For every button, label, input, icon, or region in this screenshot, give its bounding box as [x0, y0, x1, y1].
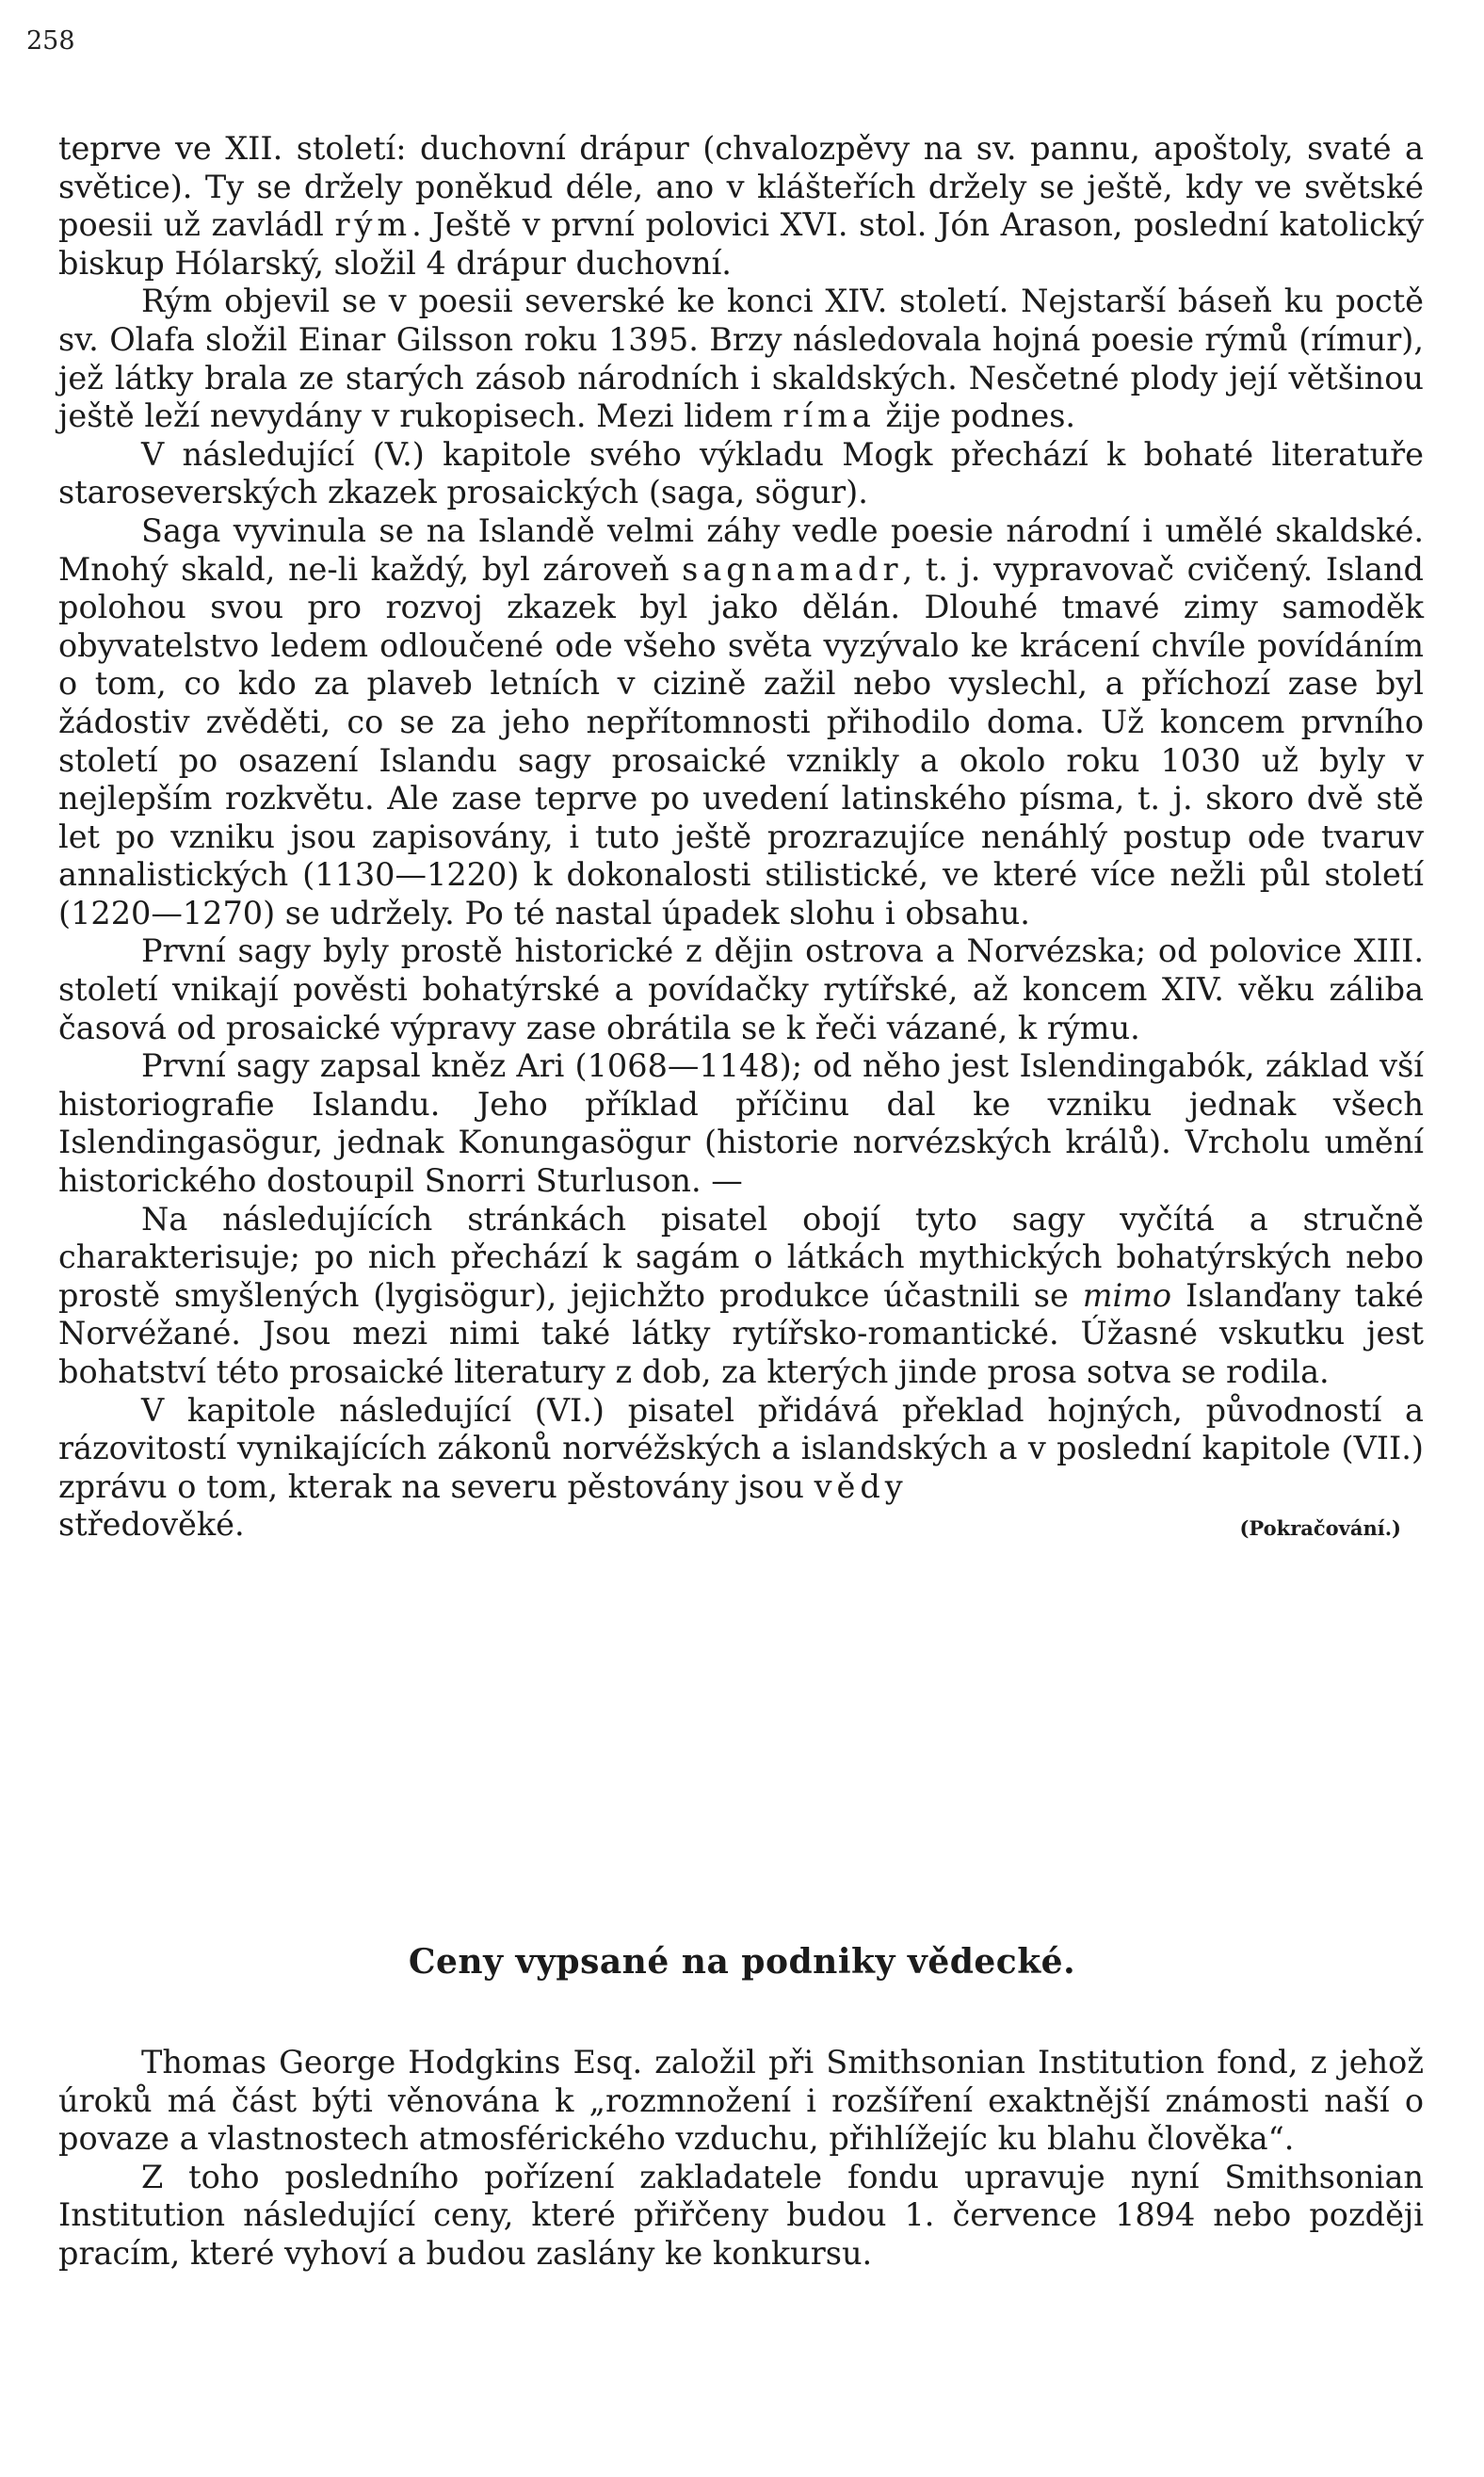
paragraph-8-last-line	[58, 1506, 1424, 1548]
paragraph-2-text: Rým objevil se v poesii severské ke konci XIV. století. Nejstarší báseň ku poctě sv. Olafa složil Einar Gilsson roku 1395. Brzy následovala hojná poesie rýmů (rímur), jež látky brala ze starých zásob národních i skaldských. Nesčetné plody její většinou ještě leží nevydány v rukopisech. Mezi lidem	[58, 283, 1424, 435]
section-paragraph-1: Thomas George Hodgkins Esq. založil při Smithsonian Institution fond, z jehož úroků má část býti věnována k „rozmnožení i rozšíření exaktnější známosti naší o povaze a vlastnostech atmosférického vzduchu, přihlížejíc ku blahu člověka“.	[58, 2044, 1424, 2158]
paragraph-7-end: Islanďany také Norvéžané. Jsou mezi nimi také látky rytířsko-romantické. Úžasné vskutku jest bohatství této prosaické literatury z dob, za kterých jinde prosa sotva se rodila.	[58, 1276, 1424, 1390]
continued-note: (Pokračování.)	[1239, 1516, 1401, 1541]
emphasis-vedy: vědy	[814, 1467, 908, 1505]
paragraph-3: V následující (V.) kapitole svého výkladu Mogk přechází k bohaté literatuře staroseverských zkazek prosaických (saga, sögur).	[58, 435, 1424, 511]
paragraph-7	[58, 1201, 1424, 1392]
emphasis-rima: ríma	[782, 397, 876, 435]
paragraph-4-text: Saga vyvinula se na Islandě velmi záhy vedle poesie národní i umělé skaldské. Mnohý skald, ne-li každý, byl zároveň	[58, 511, 1424, 588]
section-body	[58, 2044, 1424, 2274]
paragraph-6: První sagy zapsal kněz Ari (1068—1148); od něho jest Islendingabók, základ vší historiografie Islandu. Jeho příklad příčinu dal ke vzniku jednak všech Islendingasögur, jednak Konungasögur (historie norvézských králů). Vrcholu umění historického dostoupil Snorri Sturluson. —	[58, 1047, 1424, 1200]
paragraph-2-end: žije podnes.	[875, 397, 1076, 435]
article-body	[58, 130, 1424, 1548]
paragraph-8-text: V kapitole následující (VI.) pisatel přidává překlad hojných, původností a rázovitostí vynikajících zákonů norvéžských a islandských a v poslední kapitole (VII.) zprávu o tom, kterak na severu pěstovány jsou	[58, 1391, 1424, 1505]
paragraph-1-end: . Ještě v první polovici XVI. stol. Jón Arason, poslední katolický biskup Hólarský, složil 4 drápur duchovní.	[58, 206, 1424, 282]
emphasis-rym: rým	[334, 206, 412, 244]
emphasis-mimo: mimo	[1082, 1276, 1172, 1314]
paragraph-1	[58, 130, 1424, 283]
paragraph-8-last-word: středověké.	[58, 1506, 245, 1544]
section-paragraph-2: Z toho posledního pořízení zakladatele fondu upravuje nyní Smithsonian Institution následující ceny, které přiřčeny budou 1. července 1894 nebo později pracím, které vyhoví a budou zaslány ke konkursu.	[58, 2158, 1424, 2272]
paragraph-1-text: teprve ve XII. století: duchovní drápur (chvalozpěvy na sv. pannu, apoštoly, svaté a světice). Ty se držely poněkud déle, ano v klášteřích držely se ještě, kdy ve světské poesii už zavládl	[58, 130, 1424, 244]
paragraph-4	[58, 512, 1424, 933]
page-number: 258	[26, 26, 75, 56]
paragraph-5: První sagy byly prostě historické z dějin ostrova a Norvézska; od polovice XIII. století vnikají pověsti bohatýrské a povídačky rytířské, až koncem XIV. věku záliba časová od prosaické výpravy zase obrátila se k řeči vázané, k rýmu.	[58, 932, 1424, 1046]
section-title: Ceny vypsané na podniky vědecké.	[408, 1942, 1076, 1982]
paragraph-2	[58, 283, 1424, 435]
emphasis-sagnamadr: sagnamadr	[682, 550, 903, 588]
paragraph-8	[58, 1392, 1424, 1507]
paragraph-7-text: Na následujících stránkách pisatel obojí tyto sagy vyčítá a stručně charakterisuje; po nich přechází k sagám o látkách mythických bohatýrských nebo prostě smyšlených (lygisögur), jejichžto produkce účastnili se	[58, 1200, 1424, 1314]
paragraph-4-end: , t. j. vypravovač cvičený. Island polohou svou pro rozvoj zkazek byl jako dělán. Dlouhé tmavé zimy samoděk obyvatelstvo ledem odloučené ode všeho světa vyzývalo ke krácení chvíle povídáním o tom, co kdo za plaveb letních v cizině zažil nebo vyslechl, a příchozí zase byl žádostiv zvěděti, co se za jeho nepřítomnosti přihodilo doma. Už koncem prvního století po osazení Islandu sagy prosaické vznikly a okolo roku 1030 už byly v nejlepším rozkvětu. Ale zase teprve po uvedení latinského písma, t. j. skoro dvě stě let po vzniku jsou zapisovány, i tuto ještě prozrazujíce nenáhlý postup ode tvaruv annalistických (1130—1220) k dokonalosti stilistické, ve které více nežli půl století (1220—1270) se udržely. Po té nastal úpadek slohu i obsahu.	[58, 550, 1424, 931]
